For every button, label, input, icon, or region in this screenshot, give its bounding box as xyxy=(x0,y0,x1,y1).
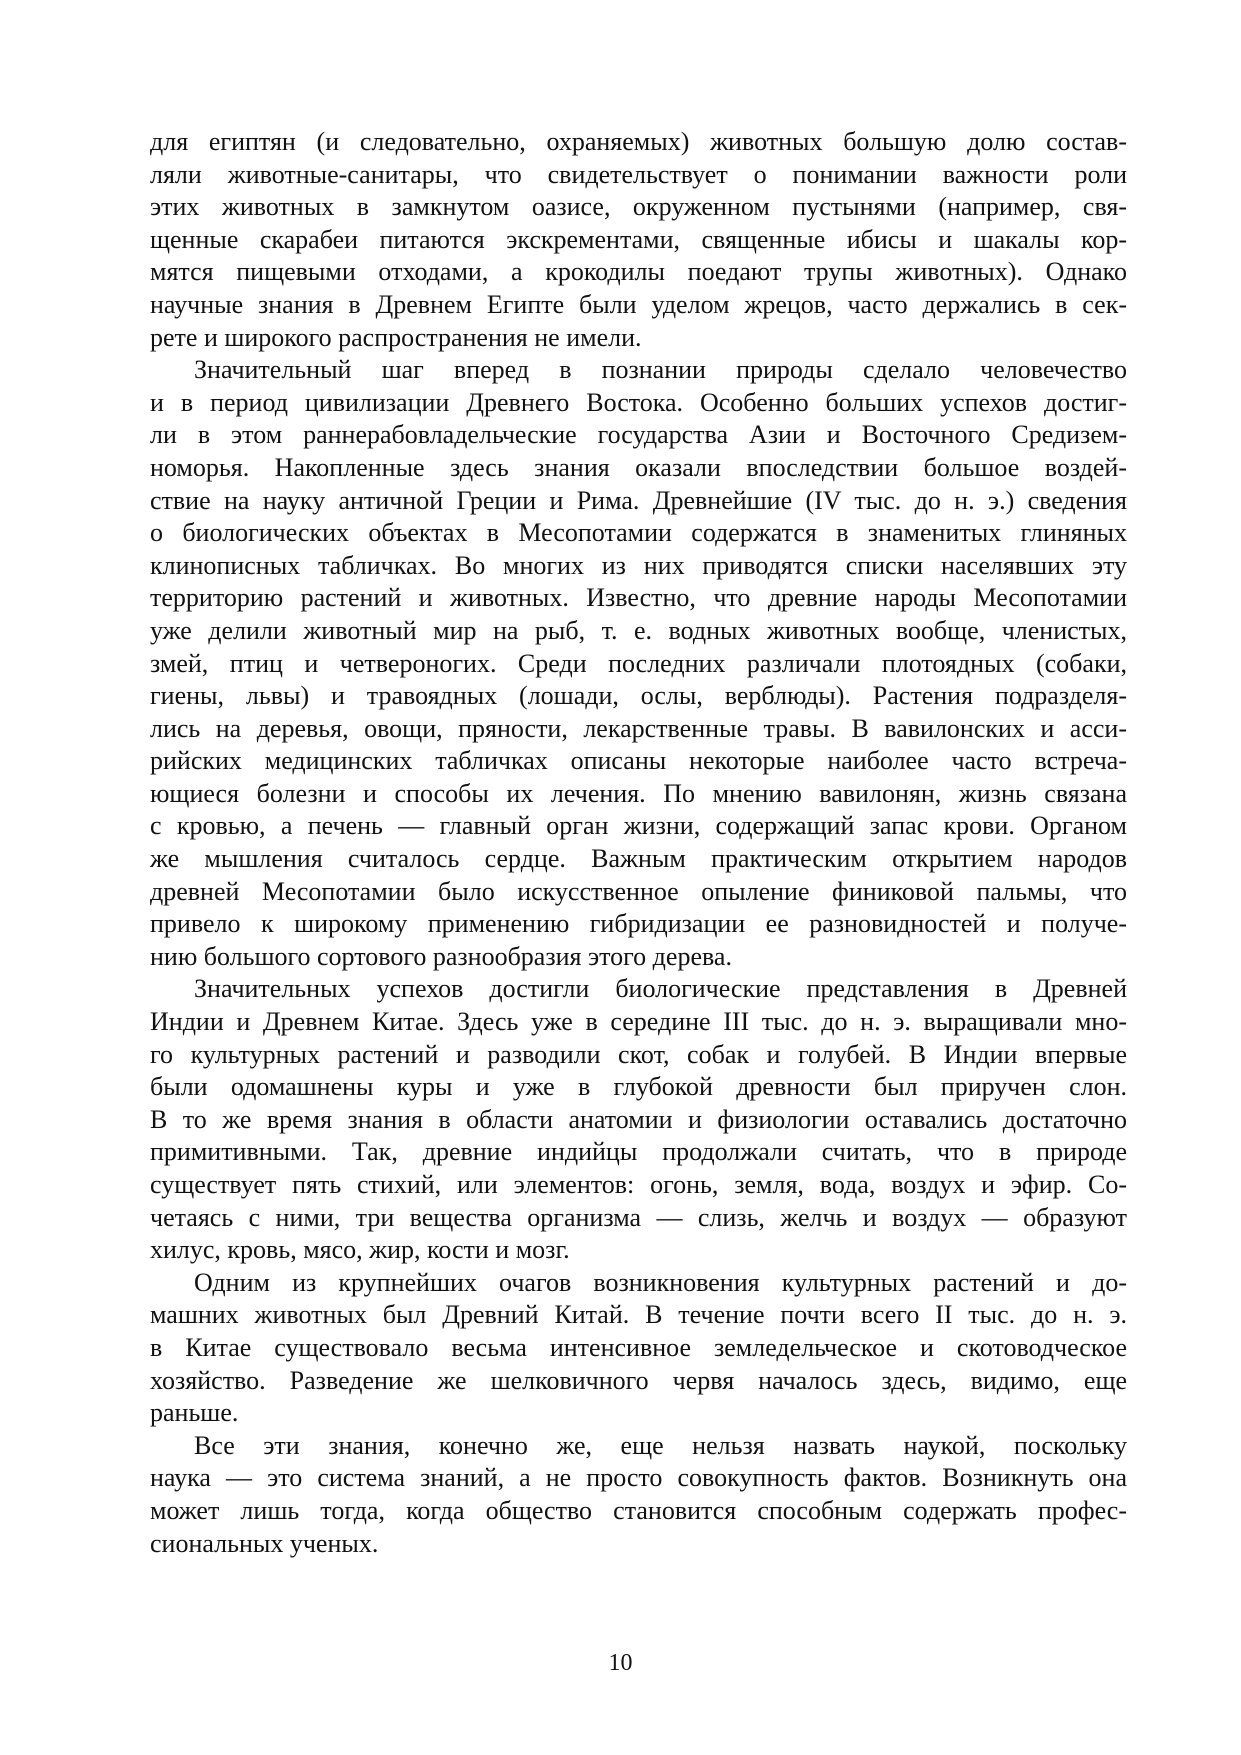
text-line: ли в этом раннерабовладельческие государства Азии и Восточного Средизем- xyxy=(150,420,1127,450)
page-number: 10 xyxy=(608,1650,633,1676)
text-line: раньше. xyxy=(150,1398,239,1428)
text-line: ляли животные-санитары, что свидетельствует о понимании важности роли xyxy=(150,159,1127,189)
body-text xyxy=(150,126,1127,1560)
text-line: Значительный шаг вперед в познании природы сделало человечество xyxy=(194,355,1127,385)
text-line: же мышления считалось сердце. Важным практическим открытием народов xyxy=(150,844,1127,874)
text-line: го культурных растений и разводили скот, собак и голубей. В Индии впервые xyxy=(150,1039,1127,1069)
text-line: существует пять стихий, или элементов: огонь, земля, вода, воздух и эфир. Со- xyxy=(150,1170,1127,1199)
text-line: Одним из крупнейших очагов возникновения культурных растений и до- xyxy=(194,1267,1127,1297)
text-line: уже делили животный мир на рыб, т. е. водных животных вообще, членистых, xyxy=(150,615,1127,645)
text-line: древней Месопотамии было искусственное опыление финиковой пальмы, что xyxy=(150,876,1127,906)
text-line: нию большого сортового разнообразия этого дерева. xyxy=(150,941,732,971)
text-line: В то же время знания в области анатомии и физиологии оставались достаточно xyxy=(150,1104,1127,1134)
text-line: хозяйство. Разведение же шелковичного червя началось здесь, видимо, еще xyxy=(150,1365,1127,1395)
text-line: змей, птиц и четвероногих. Среди последних различали плотоядных (собаки, xyxy=(150,648,1127,678)
paragraph xyxy=(150,1267,1127,1430)
text-line: ствие на науку античной Греции и Рима. Древнейшие (IV тыс. до н. э.) сведения xyxy=(150,485,1127,515)
text-line: лись на деревья, овощи, пряности, лекарственные травы. В вавилонских и асси- xyxy=(150,713,1127,743)
text-line: были одомашнены куры и уже в глубокой древности был приручен слон. xyxy=(150,1072,1127,1102)
paragraph xyxy=(150,126,1127,354)
text-line: рете и широкого распространения не имели. xyxy=(150,322,642,352)
text-line: номорья. Накопленные здесь знания оказали впоследствии большое воздей- xyxy=(150,452,1127,482)
text-line: гиены, львы) и травоядных (лошади, ослы, верблюды). Растения подразделя- xyxy=(150,681,1127,711)
text-line: хилус, кровь, мясо, жир, кости и мозг. xyxy=(150,1235,570,1265)
text-line: четаясь с ними, три вещества организма — слизь, желчь и воздух — образуют xyxy=(150,1202,1127,1232)
text-line: с кровью, а печень — главный орган жизни, содержащий запас крови. Органом xyxy=(150,811,1127,841)
text-line: может лишь тогда, когда общество становится способным содержать профес- xyxy=(150,1495,1127,1525)
text-line: сиональных ученых. xyxy=(150,1528,379,1558)
text-line: в Китае существовало весьма интенсивное земледельческое и скотоводческое xyxy=(150,1332,1127,1362)
text-line: клинописных табличках. Во многих из них приводятся списки населявших эту xyxy=(150,550,1127,580)
text-line: ющиеся болезни и способы их лечения. По мнению вавилонян, жизнь связана xyxy=(150,778,1127,808)
text-line: Индии и Древнем Китае. Здесь уже в середине III тыс. до н. э. выращивали мно- xyxy=(150,1007,1127,1037)
text-line: наука — это система знаний, а не просто совокупность фактов. Возникнуть она xyxy=(150,1463,1127,1493)
text-line: Все эти знания, конечно же, еще нельзя назвать наукой, поскольку xyxy=(194,1430,1127,1460)
text-line: мятся пищевыми отходами, а крокодилы поедают трупы животных). Однако xyxy=(150,257,1127,287)
text-line: этих животных в замкнутом оазисе, окруженном пустынями (например, свя- xyxy=(150,192,1127,222)
text-line: привело к широкому применению гибридизации ее разновидностей и получе- xyxy=(150,909,1127,939)
paragraph xyxy=(150,354,1127,973)
text-line: щенные скарабеи питаются экскрементами, священные ибисы и шакалы кор- xyxy=(150,224,1127,254)
text-line: о биологических объектах в Месопотамии содержатся в знаменитых глиняных xyxy=(150,518,1127,548)
paragraph xyxy=(150,1430,1127,1560)
text-line: машних животных был Древний Китай. В течение почти всего II тыс. до н. э. xyxy=(150,1300,1127,1330)
text-line: территорию растений и животных. Известно, что древние народы Месопотамии xyxy=(150,583,1127,613)
text-line: примитивными. Так, древние индийцы продолжали считать, что в природе xyxy=(150,1137,1127,1167)
text-line: научные знания в Древнем Египте были уделом жрецов, часто держались в сек- xyxy=(150,289,1127,319)
paragraph xyxy=(150,973,1127,1266)
text-line: Значительных успехов достигли биологические представления в Древней xyxy=(194,974,1127,1004)
text-line: для египтян (и следовательно, охраняемых) животных большую долю состав- xyxy=(150,127,1127,156)
text-line: и в период цивилизации Древнего Востока. Особенно больших успехов достиг- xyxy=(150,387,1127,417)
text-line: рийских медицинских табличках описаны некоторые наиболее часто встреча- xyxy=(150,746,1127,776)
